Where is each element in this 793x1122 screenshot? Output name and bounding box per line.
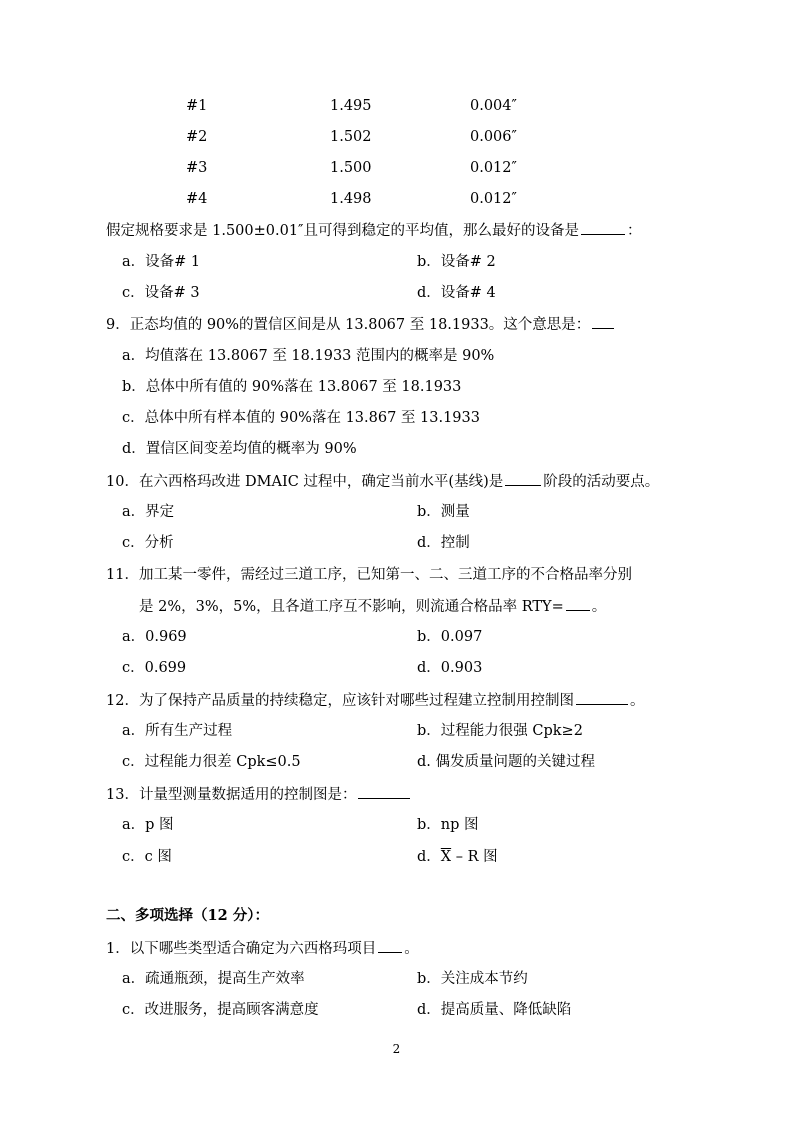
question-11-stem: 11．加工某一零件，需经过三道工序，已知第一、二、三道工序的不合格品率分别 (106, 567, 632, 583)
answer-blank (378, 938, 402, 953)
table-cell-id: #1 (186, 98, 208, 114)
option-d: d．$\overline{X}$ – R 图 (417, 849, 498, 865)
table-cell-id: #2 (186, 129, 208, 145)
answer-blank (581, 220, 625, 235)
question-10-stem: 10．在六西格玛改进 DMAIC 过程中，确定当前水平(基线)是 阶段的活动要点。 (106, 471, 659, 492)
question-9-stem: 9．正态均值的 90%的置信区间是从 13.8067 至 18.1933。这个意思是： (106, 314, 616, 335)
section-title: 二、多项选择（12 分）： (106, 907, 269, 924)
answer-blank (592, 314, 614, 329)
table-cell-mean: 1.495 (330, 98, 372, 114)
table-cell-mean: 1.502 (330, 129, 372, 145)
option-d: d．提高质量、降低缺陷 (417, 1002, 572, 1018)
table-cell-sd: 0.004″ (470, 98, 517, 114)
option-b: b．0.097 (417, 629, 483, 645)
option-c: c．c 图 (122, 849, 172, 865)
question-1-stem: 1．以下哪些类型适合确定为六西格玛项目 。 (106, 938, 419, 959)
table-cell-sd: 0.006″ (470, 129, 517, 145)
option-a: a．所有生产过程 (122, 723, 233, 739)
answer-blank (576, 690, 628, 705)
question-12-stem: 12．为了保持产品质量的持续稳定，应该针对哪些过程建立控制用控制图 。 (106, 690, 644, 711)
table-cell-mean: 1.498 (330, 191, 372, 207)
question-8-stem: 假定规格要求是 1.500±0.01″且可得到稳定的平均值，那么最好的设备是 ： (106, 220, 641, 241)
option-a: a．均值落在 13.8067 至 18.1933 范围内的概率是 90% (122, 348, 495, 364)
x-bar-symbol: $\overline{X}$ (440, 849, 452, 865)
option-c: c．分析 (122, 535, 174, 551)
option-c: c．总体中所有样本值的 90%落在 13.867 至 13.1933 (122, 410, 480, 426)
table-cell-mean: 1.500 (330, 160, 372, 176)
answer-blank (358, 784, 410, 799)
page-number: 2 (392, 1042, 401, 1056)
question-11-stem-cont: 是 2%，3%，5%，且各道工序互不影响，则流通合格品率 RTY= 。 (139, 596, 606, 617)
option-c: c．设备# 3 (122, 285, 200, 301)
option-c: c．改进服务，提高顾客满意度 (122, 1002, 319, 1018)
answer-blank (505, 471, 541, 486)
answer-blank (566, 596, 590, 611)
table-cell-id: #4 (186, 191, 208, 207)
option-b: b．过程能力很强 Cpk≥2 (417, 723, 583, 739)
option-b: b．总体中所有值的 90%落在 13.8067 至 18.1933 (122, 379, 462, 395)
question-13-stem: 13．计量型测量数据适用的控制图是： (106, 784, 412, 805)
option-d: d．0.903 (417, 660, 483, 676)
option-d: d. 偶发质量问题的关键过程 (417, 754, 595, 770)
option-d: d．控制 (417, 535, 470, 551)
option-b: b．关注成本节约 (417, 971, 528, 987)
option-b: b．测量 (417, 504, 470, 520)
option-a: a．疏通瓶颈，提高生产效率 (122, 971, 305, 987)
option-b: b．np 图 (417, 817, 479, 833)
option-d: d．置信区间变差均值的概率为 90% (122, 441, 357, 457)
option-a: a．p 图 (122, 817, 174, 833)
option-b: b．设备# 2 (417, 254, 496, 270)
option-c: c．0.699 (122, 660, 187, 676)
table-cell-sd: 0.012″ (470, 160, 517, 176)
table-cell-sd: 0.012″ (470, 191, 517, 207)
option-a: a．界定 (122, 504, 175, 520)
table-cell-id: #3 (186, 160, 208, 176)
option-a: a．设备# 1 (122, 254, 201, 270)
option-a: a．0.969 (122, 629, 187, 645)
option-d: d．设备# 4 (417, 285, 496, 301)
option-c: c．过程能力很差 Cpk≤0.5 (122, 754, 301, 770)
